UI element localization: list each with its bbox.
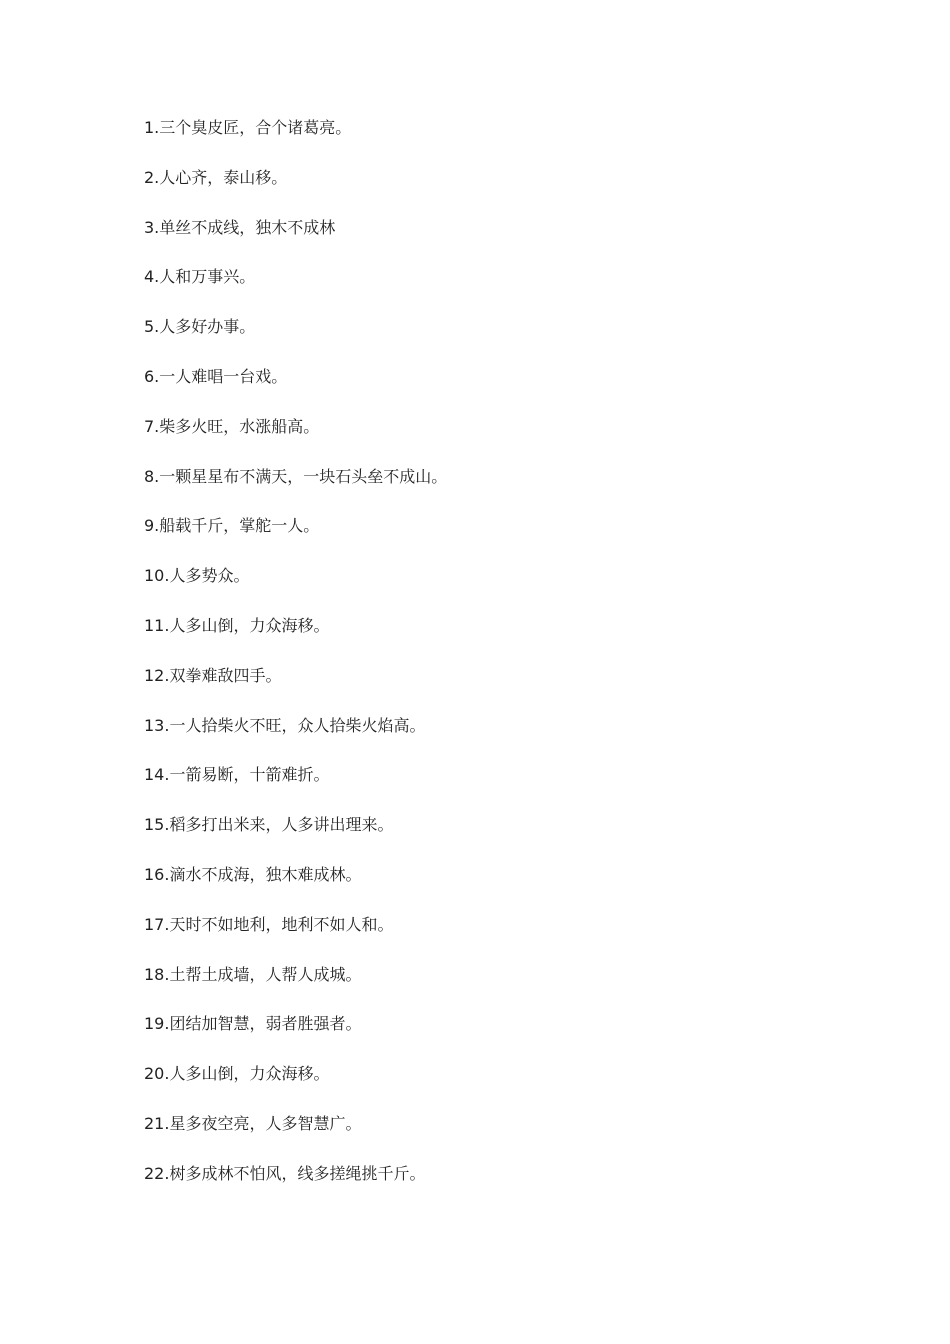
proverb-item: 4.人和万事兴。	[144, 267, 256, 287]
proverb-item: 1.三个臭皮匠，合个诸葛亮。	[144, 118, 352, 137]
proverb-item: 20.人多山倒，力众海移。	[144, 1064, 330, 1084]
proverb-item: 16.滴水不成海，独木难成林。	[144, 864, 362, 884]
proverb-item: 3.单丝不成线，独木不成林	[144, 217, 336, 237]
proverb-item: 13.一人拾柴火不旺，众人拾柴火焰高。	[144, 715, 426, 735]
proverb-item: 5.人多好办事。	[144, 317, 256, 337]
proverb-item: 7.柴多火旺，水涨船高。	[144, 416, 320, 436]
proverb-item: 14.一箭易断，十箭难折。	[144, 765, 330, 785]
proverb-item: 19.团结加智慧，弱者胜强者。	[144, 1014, 362, 1034]
proverb-item: 2.人心齐，泰山移。	[144, 167, 288, 187]
proverb-item: 22.树多成林不怕风，线多搓绳挑千斤。	[144, 1163, 426, 1183]
proverb-item: 8.一颗星星布不满天，一块石头垒不成山。	[144, 466, 448, 486]
proverb-item: 9.船载千斤，掌舵一人。	[144, 516, 320, 536]
proverb-item: 10.人多势众。	[144, 566, 250, 586]
proverb-item: 11.人多山倒，力众海移。	[144, 615, 330, 635]
proverb-item: 17.天时不如地利，地利不如人和。	[144, 914, 394, 934]
proverb-list	[144, 115, 447, 1211]
proverb-item: 6.一人难唱一台戏。	[144, 366, 288, 386]
proverb-item: 21.星多夜空亮，人多智慧广。	[144, 1113, 362, 1133]
proverb-item: 18.土帮土成墙，人帮人成城。	[144, 964, 362, 984]
proverb-item: 12.双拳难敌四手。	[144, 665, 282, 685]
proverb-item: 15.稻多打出米来，人多讲出理来。	[144, 815, 394, 835]
